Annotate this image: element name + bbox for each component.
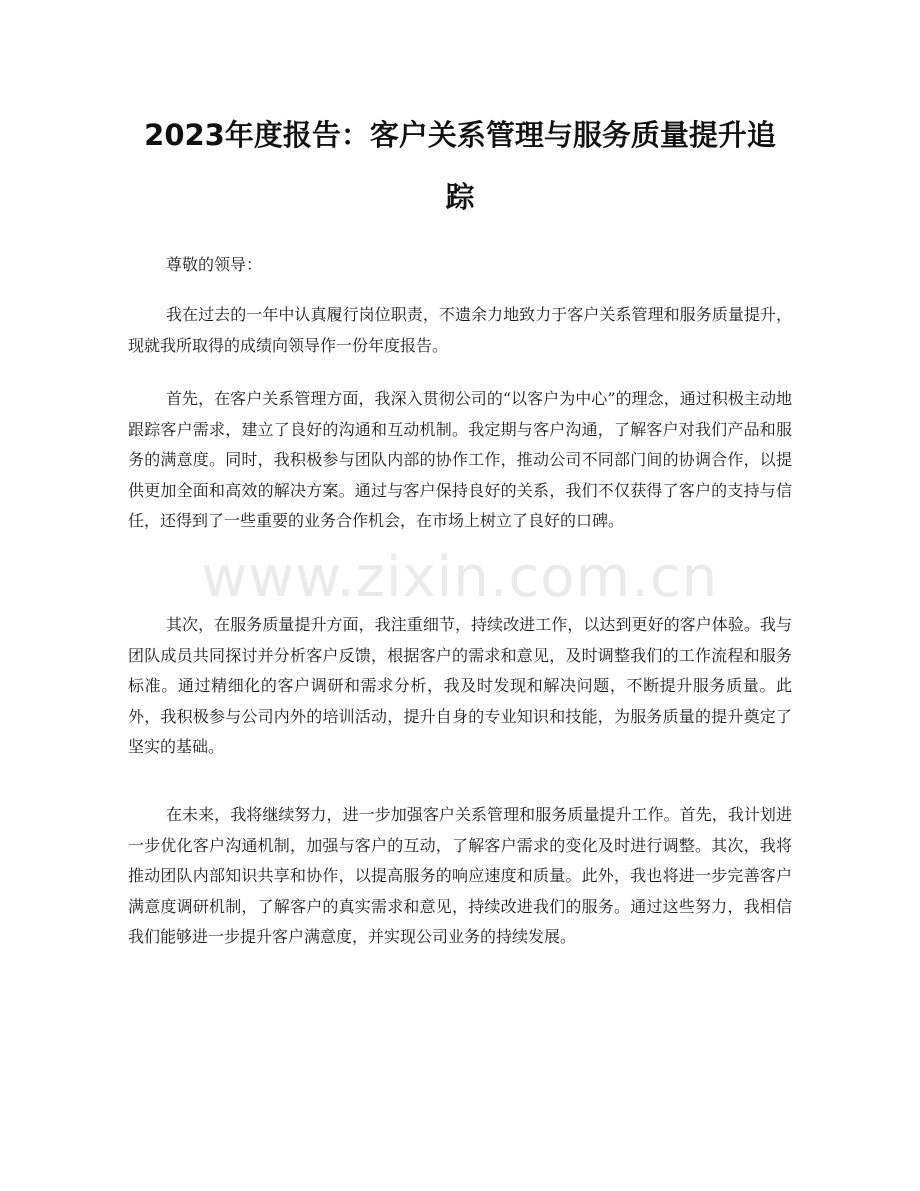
paragraph-service-quality: 其次，在服务质量提升方面，我注重细节，持续改进工作，以达到更好的客户体验。我与团队成员共同探讨并分析客户反馈，根据客户的需求和意见，及时调整我们的工作流程和服务标准。通过精细化的客户调研和需求分析，我及时发现和解决问题，不断提升服务质量。此外，我积极参与公司内外的培训活动，提升自身的专业知识和技能，为服务质量的提升奠定了坚实的基础。 — [128, 615, 792, 756]
paragraph-future-plans: 在未来，我将继续努力，进一步加强客户关系管理和服务质量提升工作。首先，我计划进一步优化客户沟通机制，加强与客户的互动，了解客户需求的变化及时进行调整。其次，我将推动团队内部知识共享和协作，以提高服务的响应速度和质量。此外，我也将进一步完善客户满意度调研机制，了解客户的真实需求和意见，持续改进我们的服务。通过这些努力，我相信我们能够进一步提升客户满意度，并实现公司业务的持续发展。 — [128, 805, 792, 946]
paragraph-customer-relations: 首先，在客户关系管理方面，我深入贯彻公司的“以客户为中心”的理念，通过积极主动地跟踪客户需求，建立了良好的沟通和互动机制。我定期与客户沟通，了解客户对我们产品和服务的满意度。同时，我积极参与团队内部的协作工作，推动公司不同部门间的协调合作，以提供更加全面和高效的解决方案。通过与客户保持良好的关系，我们不仅获得了客户的支持与信任，还得到了一些重要的业务合作机会，在市场上树立了良好的口碑。 — [128, 389, 792, 530]
paragraph-intro: 我在过去的一年中认真履行岗位职责，不遗余力地致力于客户关系管理和服务质量提升，现就我所取得的成绩向领导作一份年度报告。 — [128, 305, 792, 355]
salutation: 尊敬的领导： — [166, 255, 263, 274]
watermark: www.zixin.com.cn — [201, 545, 719, 610]
document-title: 2023年度报告：客户关系管理与服务质量提升追踪 — [144, 118, 776, 214]
